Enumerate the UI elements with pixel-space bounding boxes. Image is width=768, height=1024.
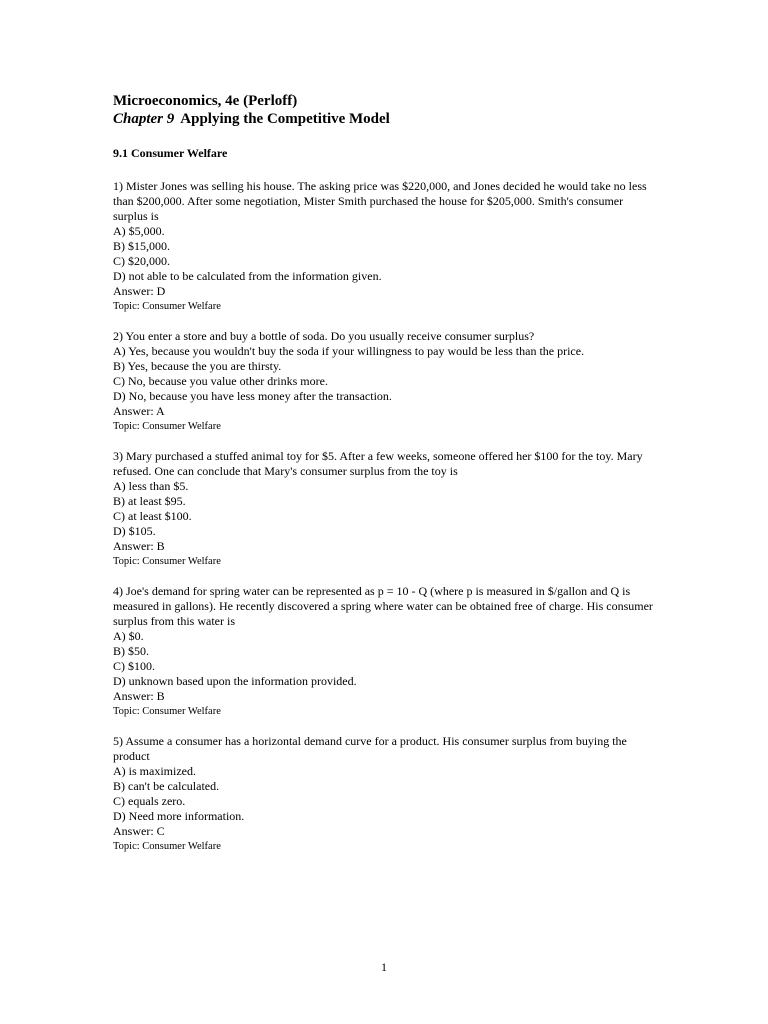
option-c: C) $100.	[113, 659, 155, 673]
topic: Topic: Consumer Welfare	[113, 421, 221, 432]
question-stem: 5) Assume a consumer has a horizontal demand curve for a product. His consumer surplus from buying the product	[113, 734, 627, 763]
option-b: B) can't be calculated.	[113, 779, 220, 793]
chapter-title: Applying the Competitive Model	[180, 111, 390, 127]
question-stem: 4) Joe's demand for spring water can be represented as p = 10 - Q (where p is measured in $/gallon and Q is measured in gallons). He recently discovered a spring where water can be obtained free of charge. His consumer surplus from this water is	[113, 584, 653, 628]
answer: Answer: C	[113, 824, 165, 838]
topic: Topic: Consumer Welfare	[113, 841, 221, 852]
option-d: D) not able to be calculated from the information given.	[113, 269, 382, 283]
option-c: C) at least $100.	[113, 509, 192, 523]
question-1	[113, 179, 658, 314]
topic: Topic: Consumer Welfare	[113, 556, 221, 567]
chapter-number: Chapter 9	[113, 111, 175, 127]
page-number: 1	[381, 960, 387, 974]
option-c: C) No, because you value other drinks more.	[113, 374, 328, 388]
answer: Answer: B	[113, 689, 165, 703]
question-stem: 2) You enter a store and buy a bottle of soda. Do you usually receive consumer surplus?	[113, 329, 535, 343]
question-2	[113, 329, 658, 434]
option-b: B) Yes, because the you are thirsty.	[113, 359, 282, 373]
option-d: D) Need more information.	[113, 809, 245, 823]
option-b: B) $15,000.	[113, 239, 170, 253]
page-content	[113, 92, 658, 869]
question-stem: 3) Mary purchased a stuffed animal toy for $5. After a few weeks, someone offered her $100 for the toy. Mary refused. One can conclude that Mary's consumer surplus from the toy is	[113, 449, 643, 478]
topic: Topic: Consumer Welfare	[113, 706, 221, 717]
option-d: D) unknown based upon the information provided.	[113, 674, 357, 688]
book-title: Microeconomics, 4e (Perloff)	[113, 93, 298, 109]
chapter-heading	[113, 110, 658, 128]
answer: Answer: D	[113, 284, 166, 298]
option-b: B) at least $95.	[113, 494, 186, 508]
answer: Answer: A	[113, 404, 165, 418]
section-title: 9.1 Consumer Welfare	[113, 146, 228, 160]
option-a: A) $5,000.	[113, 224, 165, 238]
option-b: B) $50.	[113, 644, 149, 658]
option-c: C) $20,000.	[113, 254, 170, 268]
option-d: D) No, because you have less money after the transaction.	[113, 389, 392, 403]
option-a: A) Yes, because you wouldn't buy the soda if your willingness to pay would be less than the price.	[113, 344, 585, 358]
question-stem: 1) Mister Jones was selling his house. The asking price was $220,000, and Jones decided he would take no less than $200,000. After some negotiation, Mister Smith purchased the house for $205,000. Smith's consumer surplus is	[113, 179, 647, 223]
option-d: D) $105.	[113, 524, 156, 538]
question-5	[113, 734, 658, 854]
option-a: A) less than $5.	[113, 479, 189, 493]
option-a: A) is maximized.	[113, 764, 196, 778]
topic: Topic: Consumer Welfare	[113, 301, 221, 312]
question-3	[113, 449, 658, 569]
option-a: A) $0.	[113, 629, 144, 643]
question-4	[113, 584, 658, 719]
answer: Answer: B	[113, 539, 165, 553]
option-c: C) equals zero.	[113, 794, 186, 808]
